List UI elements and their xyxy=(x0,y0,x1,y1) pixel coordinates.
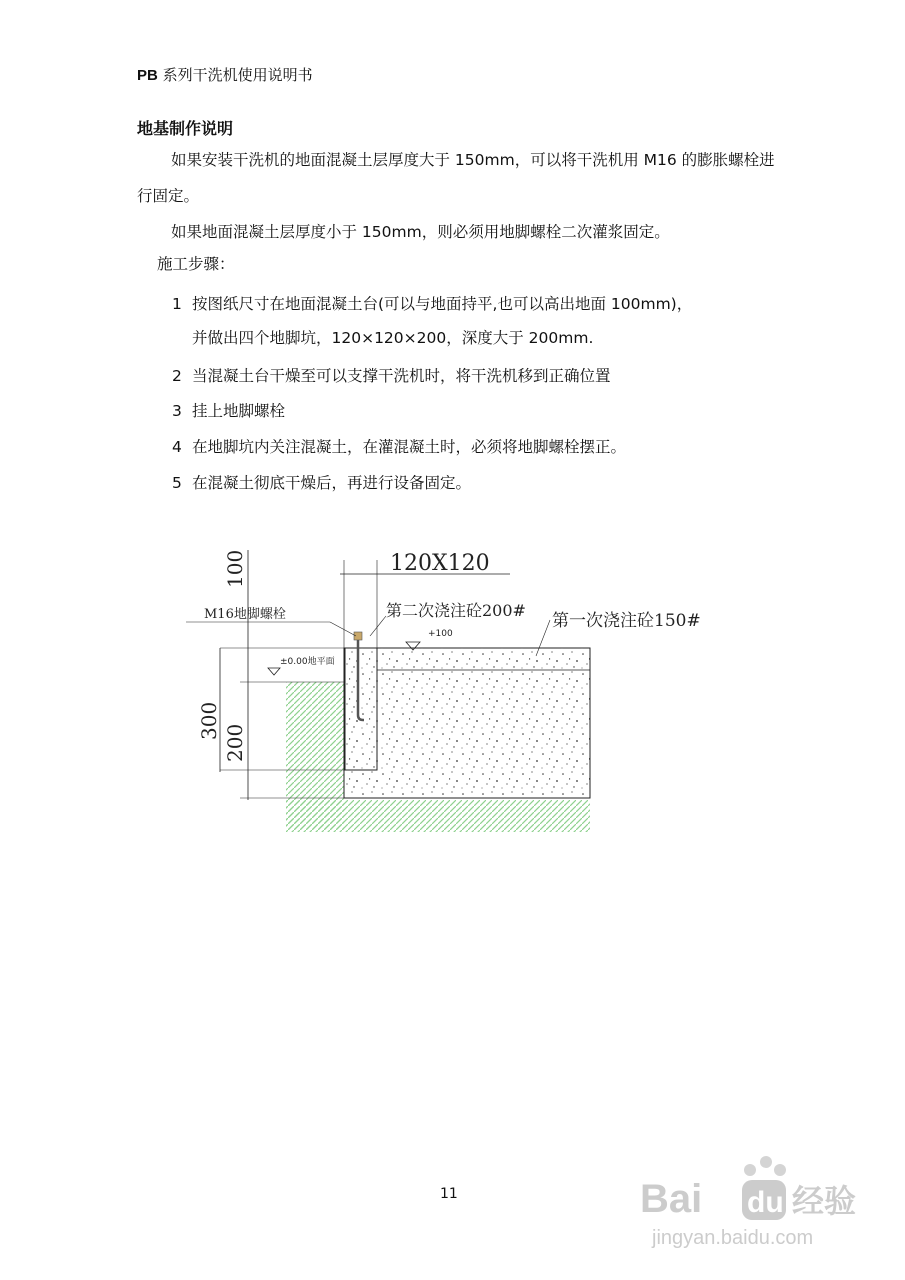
baidu-watermark xyxy=(640,1140,900,1270)
dim-300-label: 300 xyxy=(197,701,221,740)
paw-icon xyxy=(774,1164,786,1176)
step-1-continuation: 并做出四个地脚坑，120×120×200，深度大于 200mm. xyxy=(192,329,594,347)
level-marker-ground xyxy=(268,668,280,675)
step-number: 5 xyxy=(172,474,182,492)
steps-label: 施工步骤： xyxy=(157,255,235,273)
page-number: 11 xyxy=(440,1186,458,1202)
bolt-leader-pointer xyxy=(330,622,356,636)
paw-icon xyxy=(744,1164,756,1176)
level-ground-label: ±0.00地平面 xyxy=(280,657,335,667)
document-header xyxy=(137,64,313,85)
foundation-diagram xyxy=(180,530,701,840)
step-4 xyxy=(172,435,626,457)
level-plus100-label: +100 xyxy=(428,629,453,639)
watermark-brand: Bai xyxy=(640,1177,703,1221)
second-pour-label: 第二次浇注砼200# xyxy=(386,601,526,620)
step-number: 2 xyxy=(172,367,182,385)
anchor-pit-texture xyxy=(345,648,377,770)
bolt-label: M16地脚螺栓 xyxy=(204,607,286,622)
step-5 xyxy=(172,471,471,493)
bolt-nut xyxy=(354,632,362,640)
watermark-brand-du: du xyxy=(747,1186,784,1219)
dim-top-label: 120X120 xyxy=(390,551,490,576)
step-1 xyxy=(172,292,692,314)
paragraph-2: 如果地面混凝土层厚度小于 150mm，则必须用地脚螺栓二次灌浆固定。 xyxy=(171,223,670,241)
step-number: 3 xyxy=(172,402,182,420)
dim-100-label: 100 xyxy=(223,549,247,588)
series-title: 系列干洗机使用说明书 xyxy=(162,66,313,84)
series-code: PB xyxy=(137,67,158,84)
step-3 xyxy=(172,399,285,421)
step-text: 当混凝土台干燥至可以支撑干洗机时，将干洗机移到正确位置 xyxy=(192,367,611,385)
step-text: 在地脚坑内关注混凝土，在灌混凝土时，必须将地脚螺栓摆正。 xyxy=(192,438,627,456)
step-2 xyxy=(172,364,611,386)
watermark-url: jingyan.baidu.com xyxy=(652,1227,814,1249)
concrete-texture xyxy=(344,648,590,798)
second-pour-leader xyxy=(370,616,386,636)
first-pour-label: 第一次浇注砼150# xyxy=(552,611,701,631)
watermark-brand-cn: 经验 xyxy=(792,1183,857,1219)
dim-200-label: 200 xyxy=(223,723,247,762)
step-number: 1 xyxy=(172,295,182,313)
ground-hatch-bottom xyxy=(286,800,590,832)
step-text: 按图纸尺寸在地面混凝土台(可以与地面持平,也可以高出地面 100mm)， xyxy=(192,295,693,313)
step-text: 在混凝土彻底干燥后，再进行设备固定。 xyxy=(192,474,472,492)
paragraph-1: 如果安装干洗机的地面混凝土层厚度大于 150mm，可以将干洗机用 M16 的膨胀螺栓进行固定。 xyxy=(137,151,775,205)
paw-icon xyxy=(760,1156,772,1168)
step-number: 4 xyxy=(172,438,182,456)
step-text: 挂上地脚螺栓 xyxy=(192,402,286,420)
section-title: 地基制作说明 xyxy=(137,119,234,138)
